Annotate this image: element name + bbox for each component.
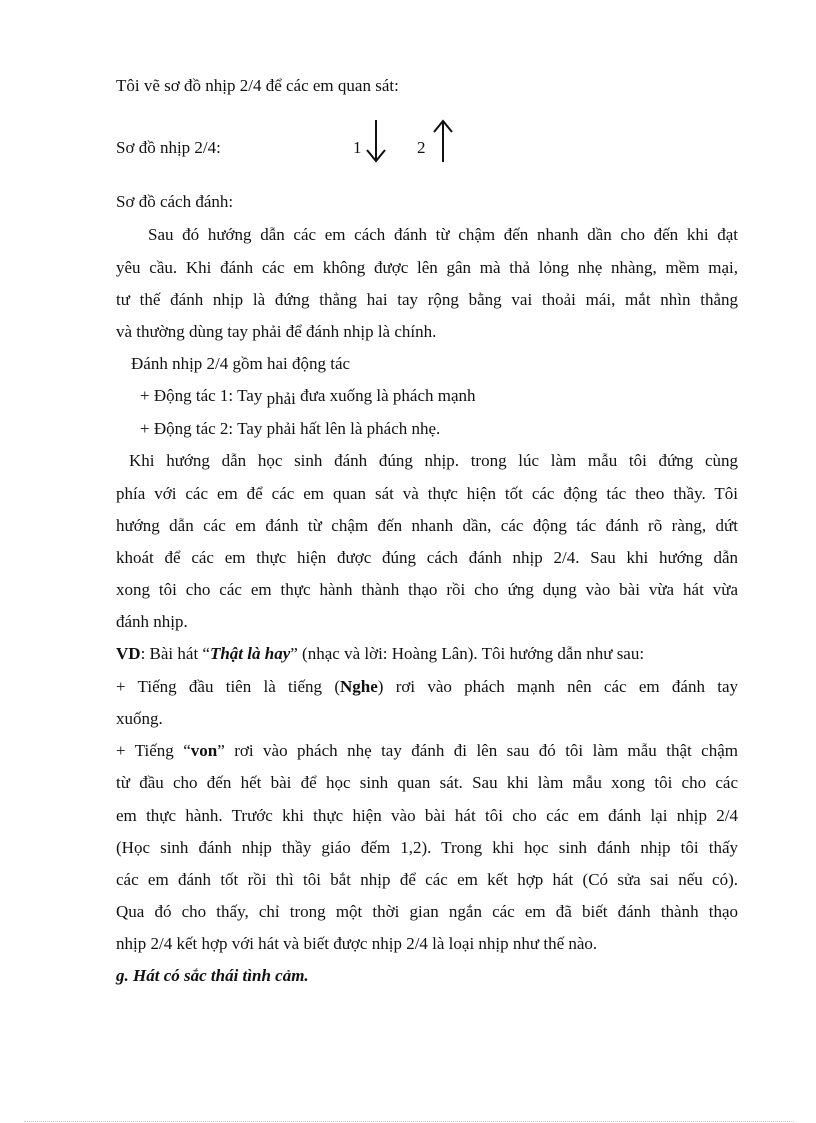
paragraph-1-line: và thường dùng tay phải để đánh nhịp là chính. xyxy=(116,322,437,341)
dong-tac-1 xyxy=(140,386,476,406)
tieng-2-line: từ đầu cho đến hết bài để học sinh quan sát. Sau khi làm mẫu xong tôi cho các xyxy=(116,773,738,792)
tieng-1-word: Nghe xyxy=(339,677,378,696)
paragraph-2-line: hướng dẫn các em đánh từ chậm đến nhanh dần, các động tác đánh rõ ràng, dứt xyxy=(116,516,738,535)
dong-tac-1-phai: phải xyxy=(266,389,296,408)
vd-label: VD xyxy=(116,644,141,663)
page-bottom-divider xyxy=(24,1121,794,1122)
paragraph-2-line: khoát để các em thực hiện được đúng cách đánh nhịp 2/4. Sau khi hướng dẫn xyxy=(116,548,738,567)
dong-tac-1-suffix: đưa xuống là phách mạnh xyxy=(295,386,476,405)
paragraph-1-line: Sau đó hướng dẫn các em cách đánh từ chậm đến nhanh dần cho đến khi đạt xyxy=(148,225,738,244)
tieng-2-line: các em đánh tốt rồi thì tôi bắt nhịp để các em kết hợp hát (Có sửa sai nếu có). xyxy=(116,870,738,889)
vd-line xyxy=(116,644,644,664)
paragraph-2-line: Khi hướng dẫn học sinh đánh đúng nhịp. trong lúc làm mẫu tôi đứng cùng xyxy=(129,451,738,470)
paragraph-1-line: tư thế đánh nhịp là đứng thẳng hai tay rộng bằng vai thoải mái, mắt nhìn thẳng xyxy=(116,290,738,309)
tieng-2-prefix: + Tiếng “ xyxy=(116,741,191,760)
tieng-2-word: von xyxy=(190,741,218,760)
diagram-label: Sơ đồ nhịp 2/4: xyxy=(116,138,221,157)
tieng-1-line-2: xuống. xyxy=(116,709,163,728)
beat-1-number: 1 xyxy=(353,138,362,157)
paragraph-2-line: đánh nhịp. xyxy=(116,612,188,631)
tieng-2-suffix: ” rơi vào phách nhẹ tay đánh đi lên sau đó tôi làm mẫu thật chậm xyxy=(217,741,738,760)
so-do-cach-danh-line: Sơ đồ cách đánh: xyxy=(116,192,234,211)
paragraph-1-line: yêu cầu. Khi đánh các em không được lên gân mà thả lỏng nhẹ nhàng, mềm mại, xyxy=(116,258,738,277)
paragraph-2-line: phía với các em để các em quan sát và thực hiện tốt các động tác theo thầy. Tôi xyxy=(116,484,738,503)
dong-tac-1-prefix: + Động tác 1: Tay xyxy=(140,386,267,405)
intro-line: Tôi vẽ sơ đồ nhịp 2/4 để các em quan sát: xyxy=(116,76,399,95)
section-heading-g: g. Hát có sắc thái tình cảm. xyxy=(116,966,309,985)
tieng-2-line: nhịp 2/4 kết hợp với hát và biết được nhịp 2/4 là loại nhịp như thế nào. xyxy=(116,934,598,953)
beat-2-number: 2 xyxy=(417,138,426,157)
tieng-1-line xyxy=(116,677,738,697)
gom-hai-dong-tac: Đánh nhịp 2/4 gồm hai động tác xyxy=(131,354,351,373)
tieng-2-line: (Học sinh đánh nhịp thầy giáo đếm 1,2). Trong khi học sinh đánh nhịp tôi thấy xyxy=(116,838,738,857)
vd-prefix: : Bài hát “ xyxy=(140,644,210,663)
tieng-2-line xyxy=(116,741,738,761)
vd-suffix: ” (nhạc và lời: Hoàng Lân). Tôi hướng dẫn như sau: xyxy=(290,644,645,663)
dong-tac-2: + Động tác 2: Tay phải hất lên là phách nhẹ. xyxy=(140,419,441,438)
song-title: Thật là hay xyxy=(209,644,291,663)
tieng-1-prefix: + Tiếng đầu tiên là tiếng ( xyxy=(116,677,340,696)
tieng-2-line: Qua đó cho thấy, chỉ trong một thời gian ngắn các em đã biết đánh thành thạo xyxy=(116,902,738,921)
tieng-2-line: em thực hành. Trước khi thực hiện vào bài hát tôi cho các em đánh lại nhịp 2/4 xyxy=(116,806,738,825)
paragraph-2-line: xong tôi cho các em thực hành thành thạo rồi cho ứng dụng vào bài vừa hát vừa xyxy=(116,580,738,599)
arrow-up-icon xyxy=(432,118,454,164)
tieng-1-suffix: ) rơi vào phách mạnh nên các em đánh tay xyxy=(377,677,738,696)
arrow-down-icon xyxy=(365,118,387,164)
